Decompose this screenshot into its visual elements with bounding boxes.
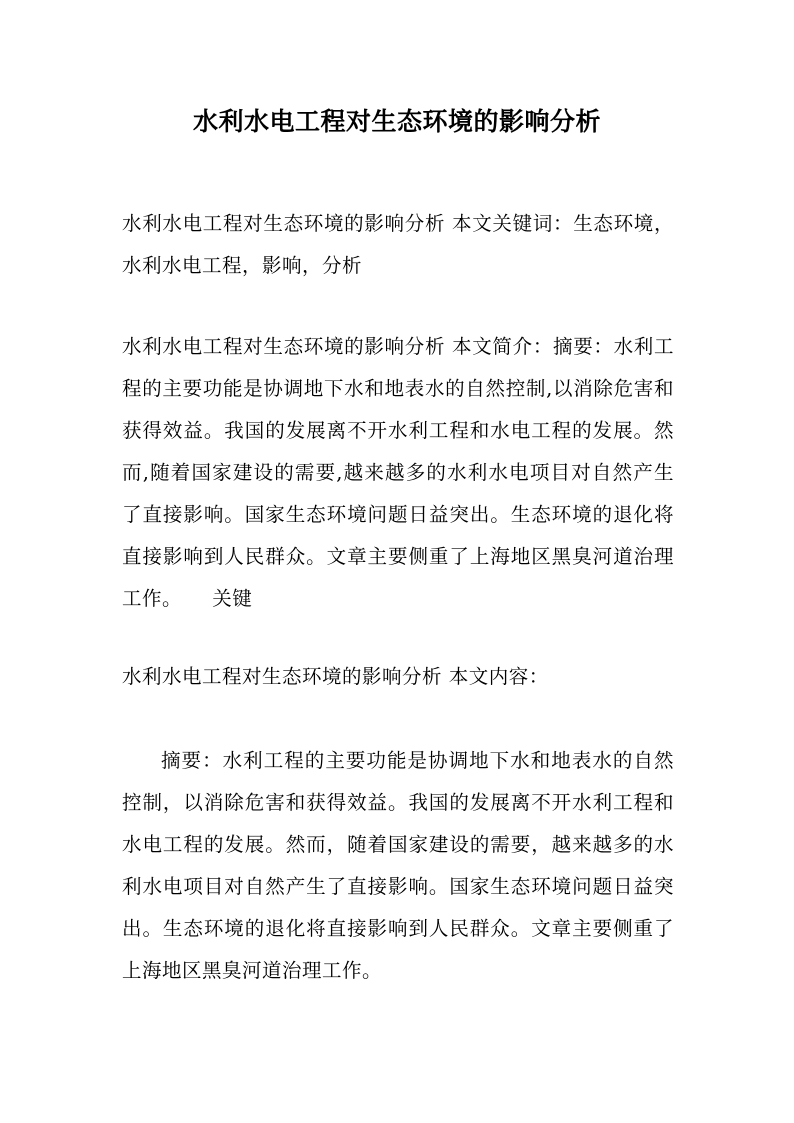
document-title: 水利水电工程对生态环境的影响分析 [192, 107, 601, 136]
summary-paragraph: 水利水电工程对生态环境的影响分析 本文简介：摘要：水利工程的主要功能是协调地下水和地表水的自然控制,以消除危害和获得效益。我国的发展离不开水利工程和水电工程的发展。然而,随着国家建设的需要,越来越多的水利水电项目对自然产生了直接影响。国家生态环境问题日益突出。生态环境的退化将直接影响到人民群众。文章主要侧重了上海地区黑臭河道治理工作。 关键 [122, 335, 674, 610]
keywords-paragraph: 水利水电工程对生态环境的影响分析 本文关键词：生态环境，水利水电工程，影响，分析 [122, 212, 674, 277]
content-heading-paragraph: 水利水电工程对生态环境的影响分析 本文内容： [122, 665, 549, 688]
abstract-paragraph: 摘要：水利工程的主要功能是协调地下水和地表水的自然控制，以消除危害和获得效益。我国的发展离不开水利工程和水电工程的发展。然而，随着国家建设的需要，越来越多的水利水电项目对自然产生了直接影响。国家生态环境问题日益突出。生态环境的退化将直接影响到人民群众。文章主要侧重了上海地区黑臭河道治理工作。 [122, 749, 674, 982]
